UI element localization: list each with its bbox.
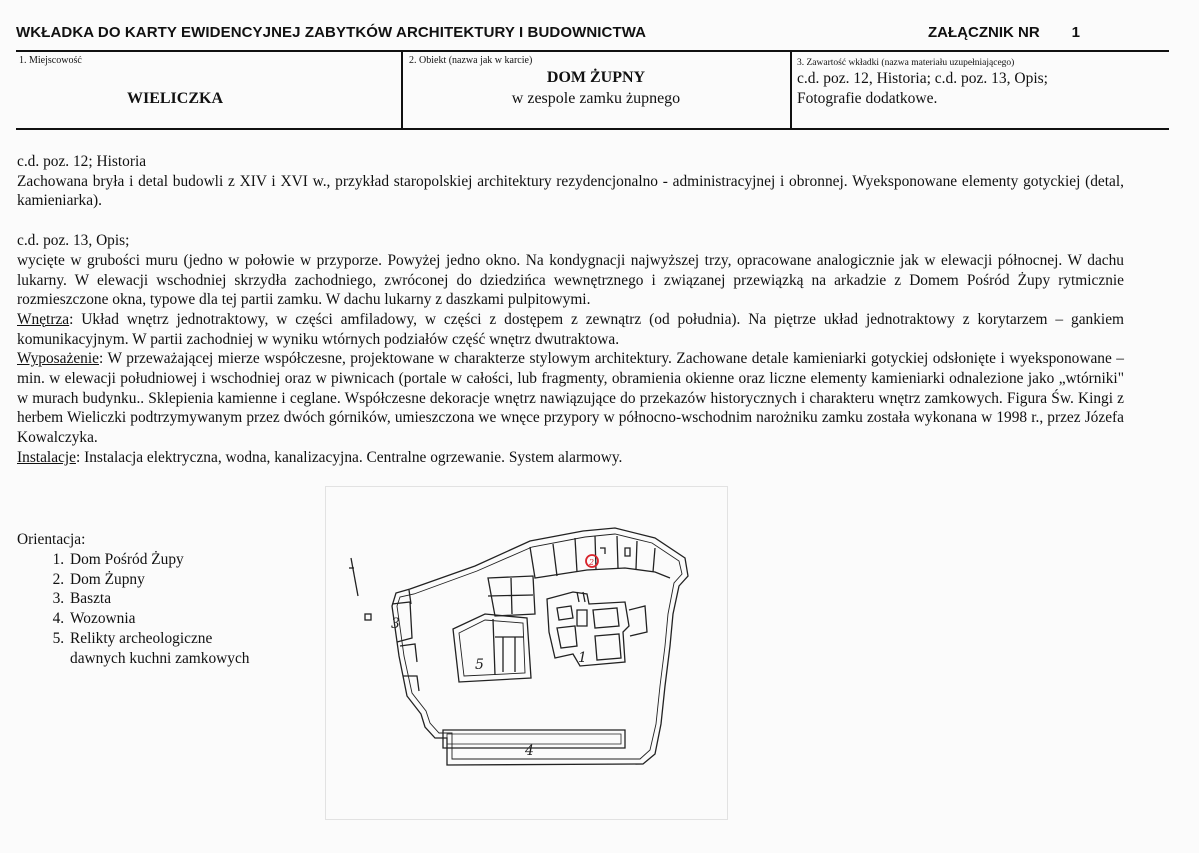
object-label: 2. Obiekt (nazwa jak w karcie): [409, 55, 533, 66]
small-square-marker: [365, 614, 371, 620]
orientation-list: [17, 550, 270, 669]
cell-divider-2: [790, 51, 792, 128]
top-rule: [16, 50, 1169, 52]
orientation-item: 2. Dom Żupny: [68, 570, 270, 590]
orientation-item: 3. Baszta: [68, 589, 270, 609]
plan-label-3: 3: [391, 616, 400, 632]
kitchen-relics: [443, 730, 625, 748]
equipment-paragraph: [17, 349, 1124, 448]
orientation-item: 4. Wozownia: [68, 609, 270, 629]
annex-label-group: [928, 24, 1080, 41]
annex-label: ZAŁĄCZNIK NR: [928, 24, 1040, 41]
locality-value: WIELICZKA: [126, 90, 224, 107]
annex-number: 1: [1071, 24, 1080, 41]
installations-label: Instalacje: [17, 448, 76, 466]
locality-label: 1. Miejscowość: [19, 55, 82, 66]
orientation-heading: Orientacja:: [17, 531, 86, 548]
description-heading: c.d. poz. 13, Opis;: [17, 232, 130, 250]
body-text: [17, 152, 1124, 468]
contents-label: 3. Zawartość wkładki (nazwa materiału uzupełniającego): [797, 58, 1015, 68]
interiors-text: : Układ wnętrz jednotraktowy, w części amfiladowy, w części z dostępem z zewnątrz (od południa). Na piętrze układ jednotraktowy z korytarzem – gankiem komunikacyjnym. W partii zachodniej w wyniku wtórnych podziałów część wnętrz dwutraktowa.: [17, 310, 1124, 348]
paragraph-gap: [17, 211, 1124, 231]
dom-posrod-zupy: [547, 592, 629, 666]
history-heading: c.d. poz. 12; Historia: [17, 153, 147, 170]
contents-line-2: Fotografie dodatkowe.: [797, 90, 938, 107]
contents-line-1: c.d. poz. 12, Historia; c.d. poz. 13, Opis;: [797, 70, 1048, 87]
installations-text: : Instalacja elektryczna, wodna, kanalizacyjna. Centralne ogrzewanie. System alarmowy.: [75, 448, 623, 466]
interiors-paragraph: [17, 310, 1124, 349]
object-subtitle: w zespole zamku żupnego: [511, 90, 681, 107]
plan-label-1: 1: [578, 650, 587, 666]
interiors-label: Wnętrza: [17, 310, 70, 328]
plan-label-5: 5: [475, 657, 484, 673]
history-text: Zachowana bryła i detal budowli z XIV i XVI w., przykład staropolskiej architektury rezydencjonalno - administracyjnej i obronnej. Wyeksponowane elementy gotyckiej (detal, kamieniarka).: [17, 172, 1124, 210]
plan-label-2: 2: [589, 558, 595, 567]
plan-label-4: 4: [525, 743, 534, 759]
equipment-label: Wyposażenie: [17, 350, 99, 368]
form-title: WKŁADKA DO KARTY EWIDENCYJNEJ ZABYTKÓW ARCHITEKTURY I BUDOWNICTWA: [16, 24, 647, 41]
installations-paragraph: [17, 448, 1124, 468]
equipment-text: : W przeważającej mierze współczesne, projektowane w charakterze stylowym architektury. Zachowane detale kamieniarki gotyckiej odsłonięte i wyeksponowane – min. w elewacji południowej i wschodniej oraz w piwnicach (portale w całości, lub fragmenty, obramienia okienne oraz liczne elementy kamieniarki odnalezione jako „wtórniki" w murach budynku.. Sklepienia kamienne i ceglane. Współczesne dekoracje wnętrz nawiązujące do przekazów historycznych i charakteru wnętrz zamkowych. Figura Św. Kingi z herbem Wieliczki podtrzymywanym przez dwóch górników, umieszczona we wnęce przypory w północno-wschodnim narożniku zamku została wykonana w 1998 r., przez Józefa Kowalczyka.: [17, 350, 1124, 447]
orientation-legend: [17, 530, 270, 669]
object-name: DOM ŻUPNY: [546, 69, 646, 86]
orientation-item: 1. Dom Pośród Żupy: [68, 550, 270, 570]
description-text: wycięte w grubości muru (jedno w połowie w przyporze. Powyżej jedno okno. Na kondygnacji najwyższej trzy, opracowane analogicznie jak w elewacji północnej. W dachu lukarny. W elewacji wschodniej skrzydła zachodniego, zwróconej do dziedzińca wewnętrznego i związanej przewiązką na arkadzie z Domem Pośród Żupy rytmicznie rozmieszczone okna, typowe dla tej partii zamku. W dachu lukarny z daszkami pulpitowymi.: [17, 251, 1124, 309]
cells-bottom-rule: [16, 128, 1169, 130]
north-range: [530, 547, 670, 578]
castle-site-plan: [325, 486, 726, 818]
wozownia-building: [453, 614, 531, 682]
orientation-item: 5. Relikty archeologiczne dawnych kuchni zamkowych: [68, 629, 270, 669]
north-arrow-icon: [349, 558, 358, 596]
